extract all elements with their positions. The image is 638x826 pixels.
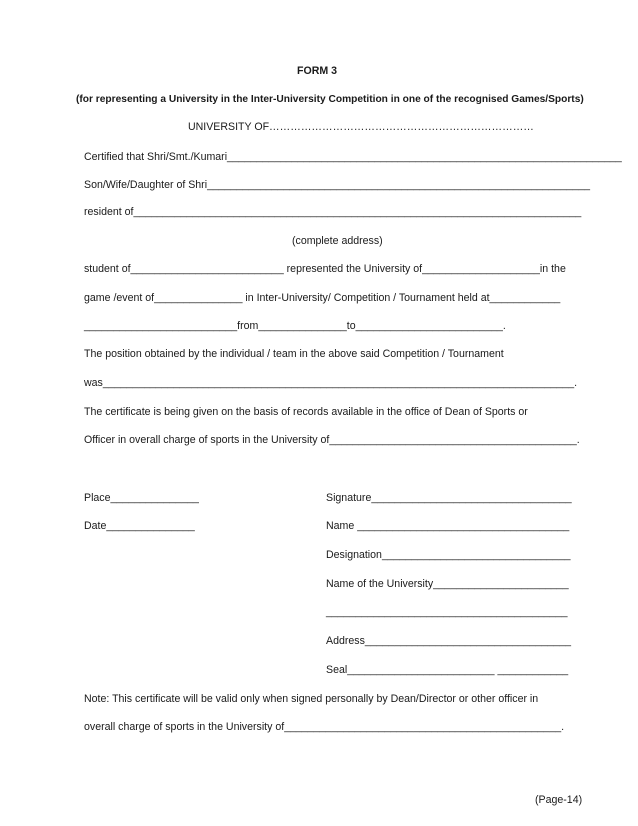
game-event-line: game /event of_______________ in Inter-University/ Competition / Tournament held at____________	[84, 292, 561, 304]
certificate-basis-line: The certificate is being given on the basis of records available in the office of Dean of Sports or	[84, 406, 528, 418]
officer-line: Officer in overall charge of sports in the University of__________________________________________.	[84, 434, 580, 446]
son-wife-daughter-line: Son/Wife/Daughter of Shri_________________________________________________________________	[84, 179, 591, 191]
form-subtitle: (for representing a University in the Inter-University Competition in one of the recognised Games/Sports)	[76, 94, 584, 105]
note-line-2: overall charge of sports in the University of_______________________________________________.	[84, 721, 565, 733]
seal-field: Seal_________________________ ____________	[326, 664, 569, 676]
from-to-line: __________________________from_______________to_________________________.	[84, 320, 506, 332]
date-field: Date_______________	[84, 520, 195, 532]
student-of-line: student of__________________________ represented the University of____________________in the	[84, 263, 566, 275]
form-title: FORM 3	[297, 65, 338, 77]
name-field: Name ____________________________________	[326, 520, 570, 532]
note-line-1: Note: This certificate will be valid only when signed personally by Dean/Director or other officer in	[84, 693, 539, 705]
page-number: (Page-14)	[535, 794, 583, 806]
university-name-continuation: _________________________________________	[326, 606, 568, 618]
complete-address-label: (complete address)	[292, 235, 383, 247]
certified-line: Certified that Shri/Smt./Kumari___________________________________________________________________	[84, 151, 622, 163]
signature-field: Signature__________________________________	[326, 492, 572, 504]
was-line: was________________________________________________________________________________.	[84, 377, 578, 389]
address-field: Address___________________________________	[326, 635, 572, 647]
resident-line: resident of____________________________________________________________________________	[84, 206, 582, 218]
designation-field: Designation________________________________	[326, 549, 571, 561]
place-field: Place_______________	[84, 492, 199, 504]
university-line: UNIVERSITY OF…………………………………………………………………	[188, 121, 534, 133]
university-name-field: Name of the University_______________________	[326, 578, 569, 590]
position-line: The position obtained by the individual / team in the above said Competition / Tournament	[84, 348, 504, 360]
